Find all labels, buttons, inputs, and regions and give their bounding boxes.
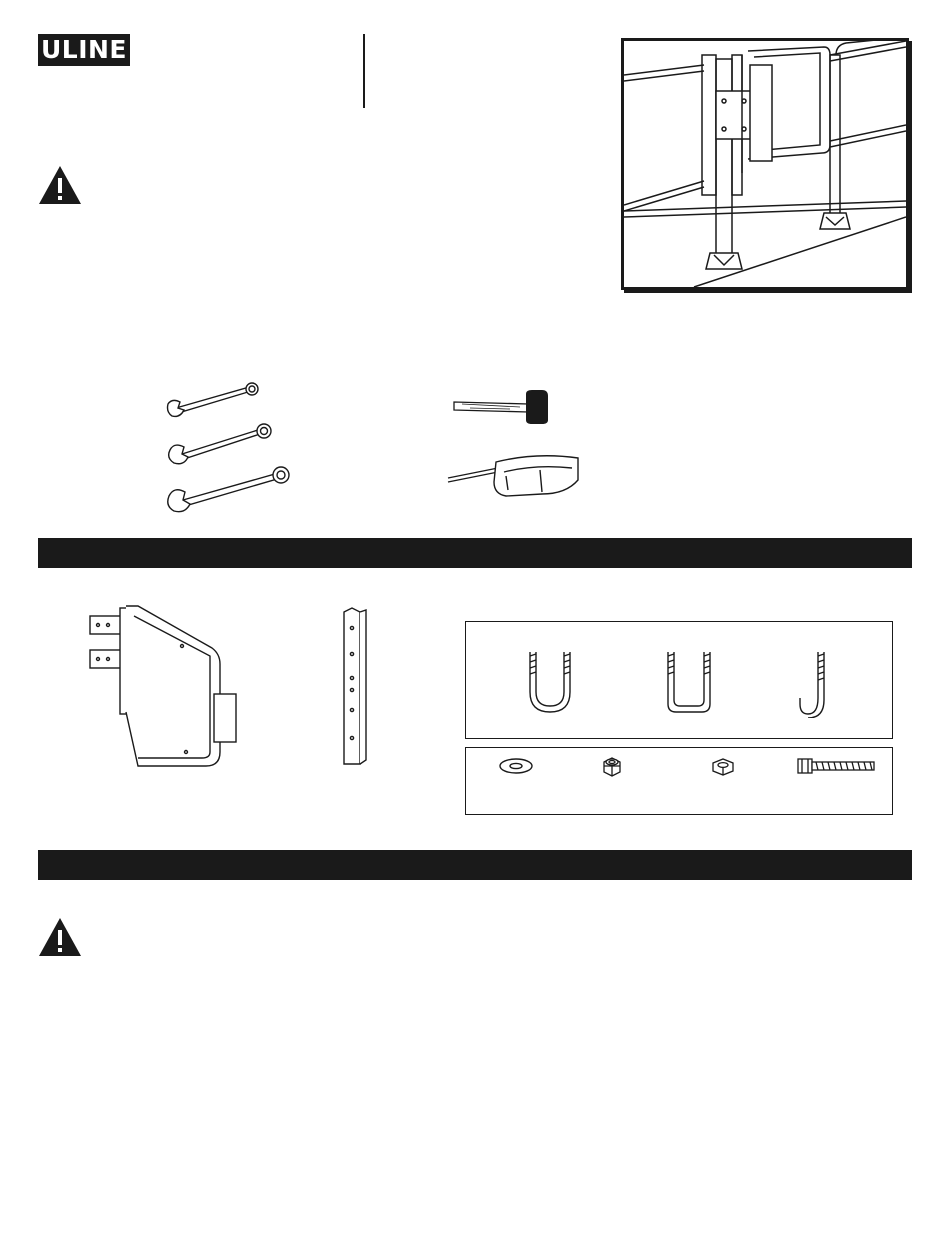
- washer-icon: [498, 756, 534, 776]
- post-channel-icon: [340, 606, 370, 766]
- safety-glasses-icon: [446, 450, 582, 500]
- hex-bolt-icon: [796, 756, 876, 776]
- lock-nut-icon: [600, 754, 624, 778]
- wrench-medium-icon: [166, 420, 276, 466]
- installed-gate-illustration: [621, 38, 909, 290]
- wrench-small-icon: [164, 378, 264, 418]
- uline-logo: ULINE: [38, 34, 130, 66]
- hardware-fasteners-box: [465, 747, 893, 815]
- u-bolt-square-icon: [664, 648, 714, 716]
- hex-nut-icon: [710, 756, 736, 778]
- section-header-band-installation: [38, 850, 912, 880]
- warning-triangle-icon: [38, 165, 82, 205]
- u-bolt-round-icon: [526, 648, 574, 716]
- gate-frame-icon: [86, 602, 242, 778]
- section-header-band-parts: [38, 538, 912, 568]
- hardware-bolts-box: [465, 621, 893, 739]
- mallet-icon: [450, 390, 550, 426]
- warning-triangle-icon: [38, 917, 82, 957]
- wrench-large-icon: [165, 462, 295, 514]
- header-divider: [363, 34, 365, 108]
- j-bolt-icon: [796, 648, 830, 718]
